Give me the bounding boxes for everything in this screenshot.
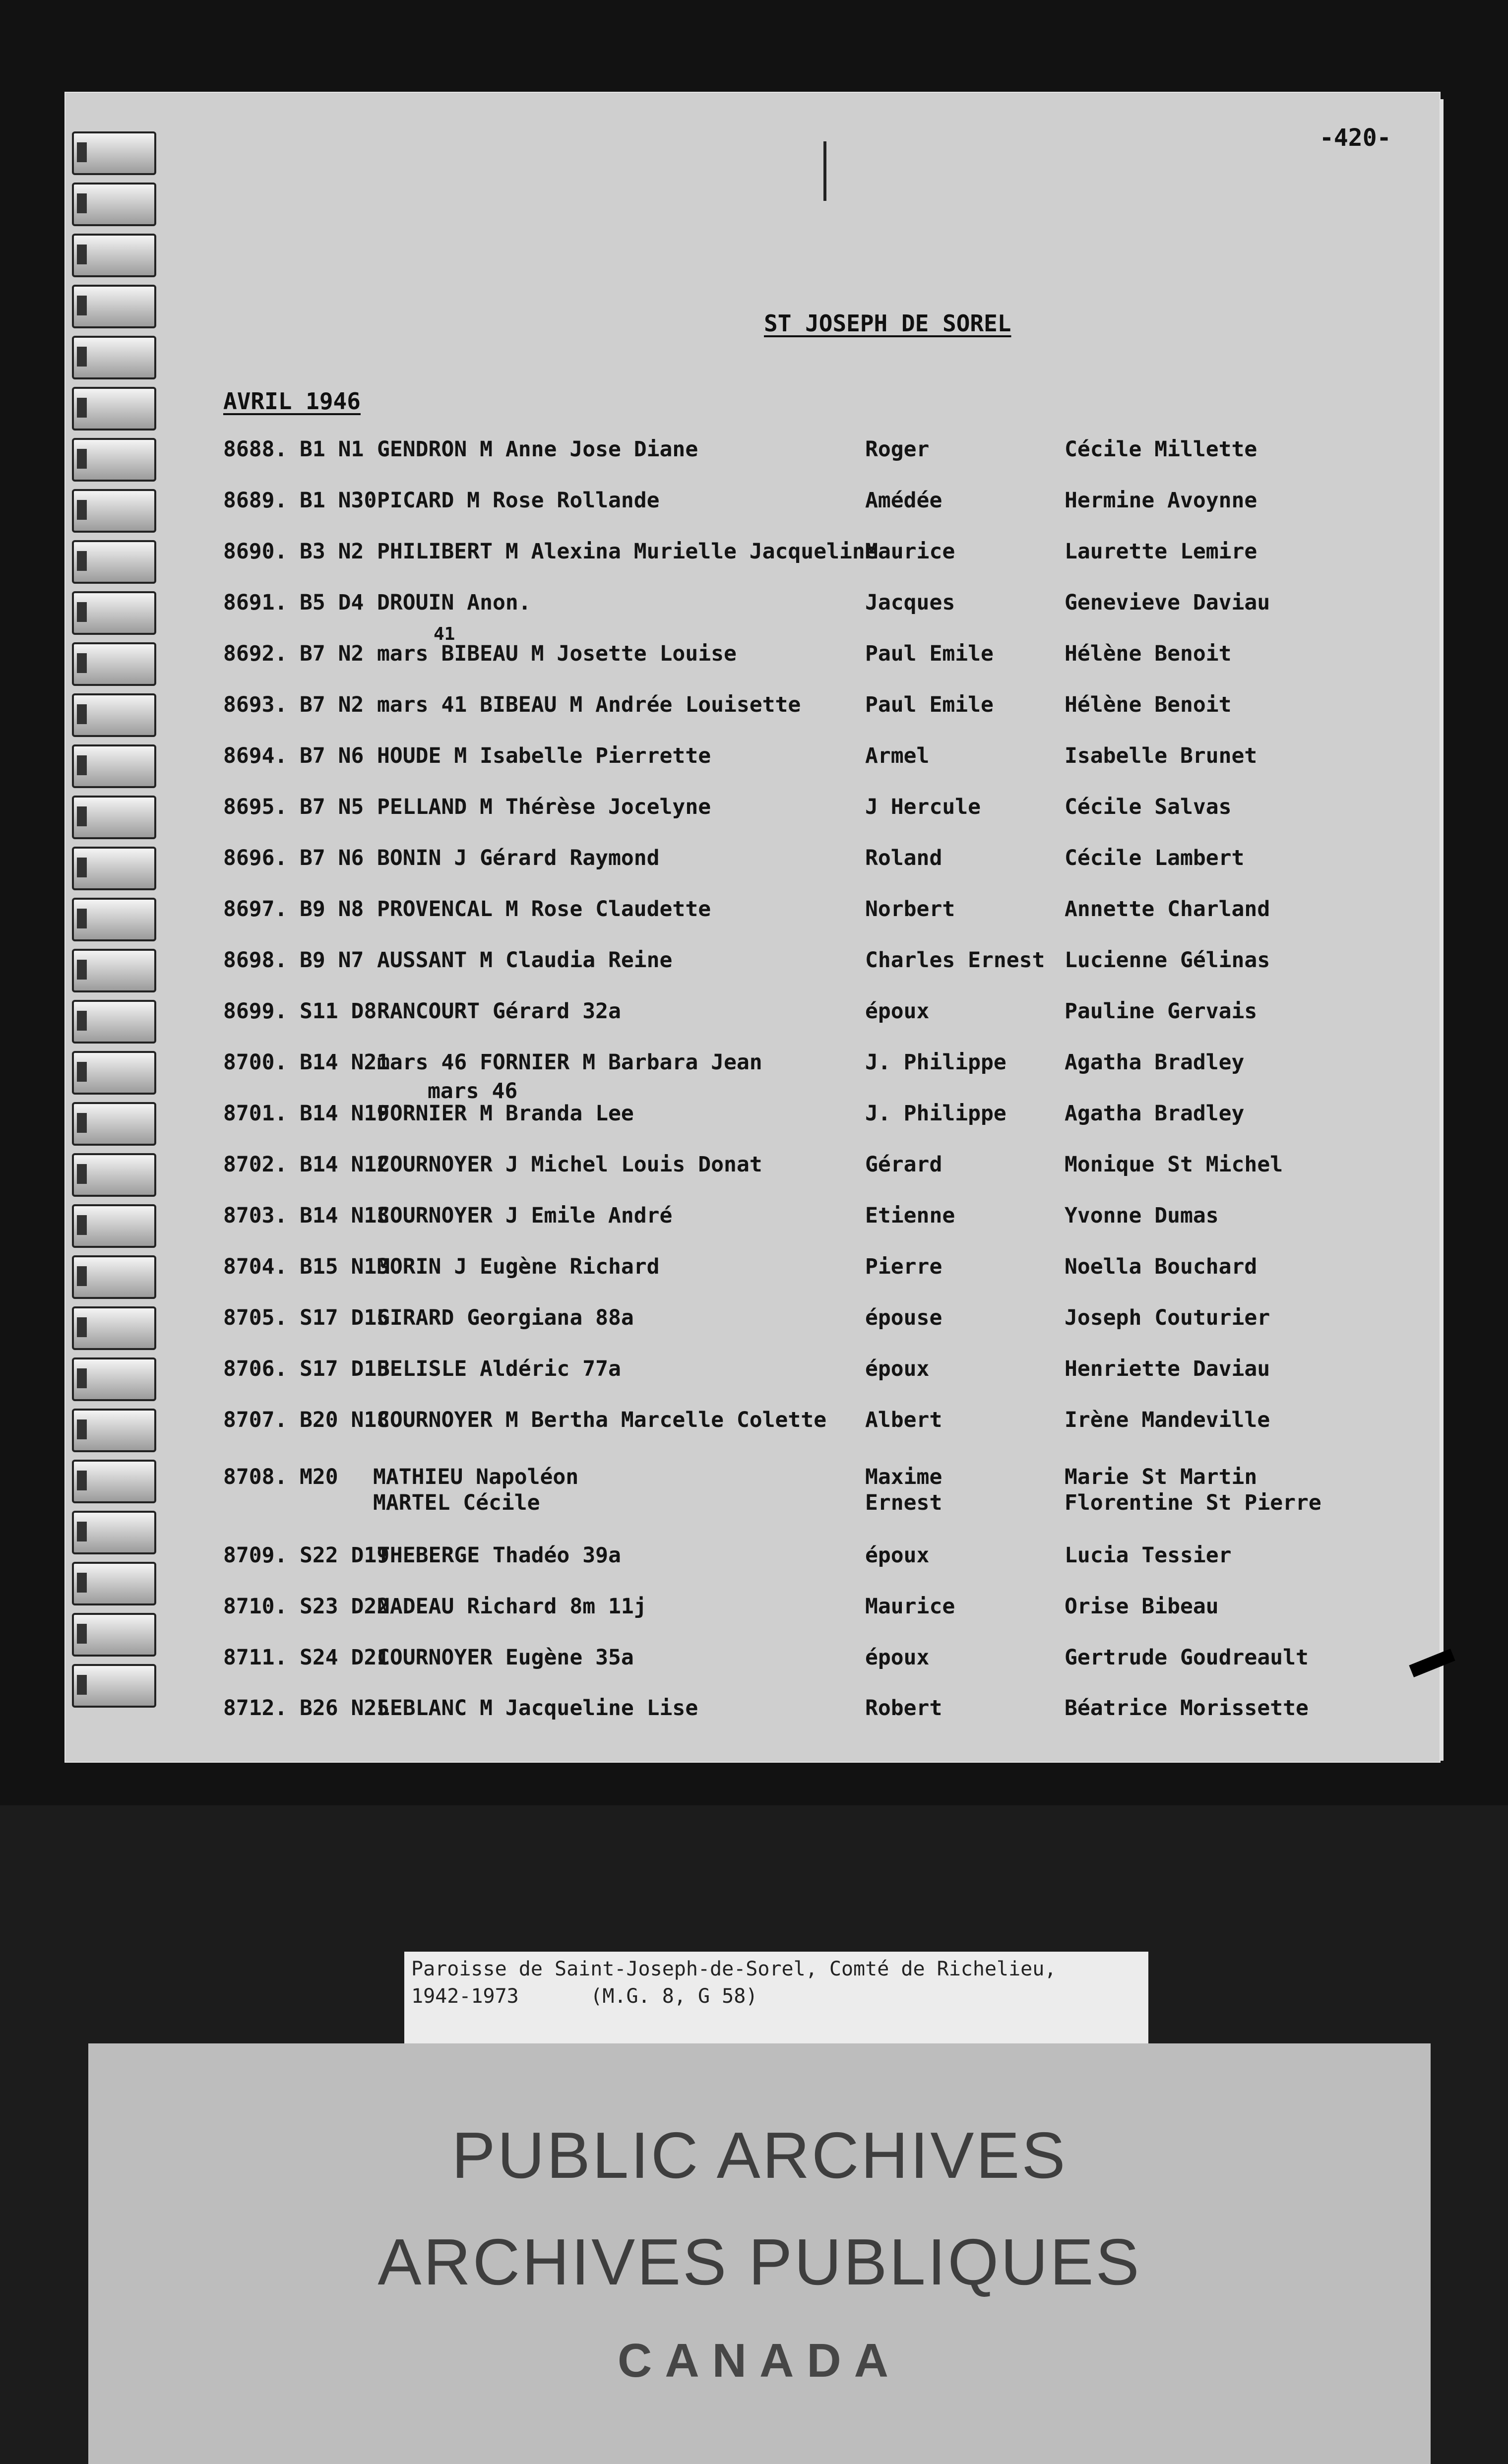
entry-code: B14 N12 [300, 1152, 390, 1177]
entry-code: B14 N19 [300, 1101, 390, 1126]
entry-number: 8712. [223, 1696, 288, 1721]
page-number: -420- [1320, 124, 1391, 152]
binding-ring [72, 591, 156, 635]
entry-name: NADEAU Richard 8m 11j [377, 1594, 647, 1619]
entry-code: B7 N2 [300, 641, 364, 666]
binding-ring [72, 898, 156, 941]
mars-annotation: mars 46 [428, 1079, 518, 1104]
binding-ring [72, 847, 156, 890]
entry-code: S23 D22 [300, 1594, 390, 1619]
entry-number: 8688. [223, 437, 288, 462]
entry-mother: Monique St Michel [1065, 1152, 1283, 1177]
entry-code: B9 N8 [300, 897, 364, 922]
entry-father: époux [865, 1543, 930, 1568]
binding-ring [72, 1000, 156, 1044]
binding-ring [72, 285, 156, 328]
entry-code: B14 N13 [300, 1203, 390, 1228]
entry-mother: Irène Mandeville [1065, 1408, 1270, 1432]
entry-code: M20 [300, 1465, 338, 1489]
entry-father: Maurice [865, 1594, 955, 1619]
entry-name: mars 41 BIBEAU M Andrée Louisette [377, 692, 801, 717]
entry-mother: Gertrude Goudreault [1065, 1645, 1309, 1670]
entry-number: 8692. [223, 641, 288, 666]
entry-code: B5 D4 [300, 590, 364, 615]
entry-name: THEBERGE Thadéo 39a [377, 1543, 621, 1568]
entry-name: BELISLE Aldéric 77a [377, 1356, 621, 1381]
entry-name: MATHIEU Napoléon [373, 1465, 579, 1489]
entry-code: B7 N6 [300, 846, 364, 870]
binding-ring [72, 1409, 156, 1452]
binding-ring [72, 1664, 156, 1708]
caption-line-1: Paroisse de Saint-Joseph-de-Sorel, Comté de Richelieu, [411, 1958, 1057, 1980]
entry-number: 8699. [223, 999, 288, 1024]
entry-code: B7 N2 [300, 692, 364, 717]
binding-ring [72, 796, 156, 839]
entry-mother: Hermine Avoynne [1065, 488, 1257, 513]
entry-mother: Cécile Millette [1065, 437, 1257, 462]
entry-name: DROUIN Anon. [377, 590, 531, 615]
entry-father: époux [865, 1356, 930, 1381]
entry-mother: Béatrice Morissette [1065, 1696, 1309, 1721]
entry-number: 8691. [223, 590, 288, 615]
entry-number: 8709. [223, 1543, 288, 1568]
binding-ring [72, 234, 156, 277]
entry-father: Norbert [865, 897, 955, 922]
entry-mother: Annette Charland [1065, 897, 1270, 922]
entry-number: 8711. [223, 1645, 288, 1670]
entry-code: B26 N25 [300, 1696, 390, 1721]
entry-father: époux [865, 999, 930, 1024]
entry-father: J. Philippe [865, 1050, 1006, 1075]
entry-mother: Lucienne Gélinas [1065, 948, 1270, 973]
entry-name: COURNOYER M Bertha Marcelle Colette [377, 1408, 827, 1432]
entry-number: 8710. [223, 1594, 288, 1619]
entry-code: S22 D19 [300, 1543, 390, 1568]
binding-ring [72, 1562, 156, 1605]
entry-number: 8707. [223, 1408, 288, 1432]
entry-father: Pierre [865, 1254, 942, 1279]
entry-name-2: MARTEL Cécile [373, 1490, 540, 1515]
entry-number: 8701. [223, 1101, 288, 1126]
binding-ring [72, 489, 156, 533]
section-heading: AVRIL 1946 [223, 388, 361, 415]
binding-ring [72, 1306, 156, 1350]
entry-mother: Noella Bouchard [1065, 1254, 1257, 1279]
binding-ring [72, 1153, 156, 1197]
entry-father: Amédée [865, 488, 942, 513]
entry-father: Paul Emile [865, 692, 994, 717]
entry-name: GIRARD Georgiana 88a [377, 1305, 634, 1330]
entry-number: 8693. [223, 692, 288, 717]
binding-ring [72, 744, 156, 788]
entry-number: 8700. [223, 1050, 288, 1075]
entry-mother: Joseph Couturier [1065, 1305, 1270, 1330]
entry-father-2: Ernest [865, 1490, 942, 1515]
entry-mother: Cécile Lambert [1065, 846, 1245, 870]
binding-ring [72, 1204, 156, 1248]
entry-father: Maxime [865, 1465, 942, 1489]
entry-father: Paul Emile [865, 641, 994, 666]
entry-number: 8695. [223, 795, 288, 819]
entry-name: BONIN J Gérard Raymond [377, 846, 660, 870]
entry-father: Roger [865, 437, 930, 462]
archives-stamp [88, 2043, 1431, 2464]
entry-name: HOUDE M Isabelle Pierrette [377, 743, 711, 768]
entry-code: B15 N13 [300, 1254, 390, 1279]
entry-mother: Laurette Lemire [1065, 539, 1257, 564]
binding-ring [72, 1357, 156, 1401]
page-title: ST JOSEPH DE SOREL [764, 310, 1011, 337]
entry-number: 8694. [223, 743, 288, 768]
binding-ring [72, 949, 156, 992]
pencil-mark [823, 141, 826, 201]
binding-ring [72, 131, 156, 175]
spiral-binding [67, 131, 166, 1709]
entry-father: Roland [865, 846, 942, 870]
entry-code: B9 N7 [300, 948, 364, 973]
entry-father: Robert [865, 1696, 942, 1721]
entry-name: COURNOYER J Michel Louis Donat [377, 1152, 762, 1177]
superscript-annotation: 41 [434, 624, 455, 644]
entry-mother: Isabelle Brunet [1065, 743, 1257, 768]
entry-father: Charles Ernest [865, 948, 1045, 973]
caption-label [404, 1952, 1148, 2043]
entry-mother: Genevieve Daviau [1065, 590, 1270, 615]
entry-code: S11 D8 [300, 999, 377, 1024]
entry-name: COURNOYER J Emile André [377, 1203, 673, 1228]
entry-father: Etienne [865, 1203, 955, 1228]
entry-mother: Hélène Benoit [1065, 641, 1232, 666]
entry-number: 8698. [223, 948, 288, 973]
binding-ring [72, 1511, 156, 1554]
binding-ring [72, 336, 156, 379]
entry-number: 8702. [223, 1152, 288, 1177]
entry-number: 8689. [223, 488, 288, 513]
entry-name: mars BIBEAU M Josette Louise [377, 641, 737, 666]
archives-line-1: PUBLIC ARCHIVES [451, 2119, 1068, 2192]
entry-number: 8705. [223, 1305, 288, 1330]
entry-name: AUSSANT M Claudia Reine [377, 948, 673, 973]
entry-name: LEBLANC M Jacqueline Lise [377, 1696, 698, 1721]
entry-mother: Agatha Bradley [1065, 1101, 1245, 1126]
entry-code: B1 N30 [300, 488, 377, 513]
entry-mother: Orise Bibeau [1065, 1594, 1219, 1619]
entry-name: mars 46 FORNIER M Barbara Jean [377, 1050, 762, 1075]
entry-name: GENDRON M Anne Jose Diane [377, 437, 698, 462]
entry-number: 8708. [223, 1465, 288, 1489]
entry-name: PHILIBERT M Alexina Murielle Jacqueline [377, 539, 878, 564]
entry-name: PELLAND M Thérèse Jocelyne [377, 795, 711, 819]
entry-mother: Agatha Bradley [1065, 1050, 1245, 1075]
binding-ring [72, 1255, 156, 1299]
entry-code: B20 N18 [300, 1408, 390, 1432]
binding-ring [72, 1051, 156, 1095]
entry-number: 8704. [223, 1254, 288, 1279]
entry-number: 8697. [223, 897, 288, 922]
entry-mother: Pauline Gervais [1065, 999, 1257, 1024]
entry-mother: Lucia Tessier [1065, 1543, 1232, 1568]
entry-father: J. Philippe [865, 1101, 1006, 1126]
binding-ring [72, 438, 156, 482]
entry-name: RANCOURT Gérard 32a [377, 999, 621, 1024]
entry-code: B1 N1 [300, 437, 364, 462]
archives-line-3: CANADA [618, 2334, 901, 2387]
binding-ring [72, 1613, 156, 1657]
entry-number: 8696. [223, 846, 288, 870]
entry-father: Albert [865, 1408, 942, 1432]
entry-father: J Hercule [865, 795, 981, 819]
entry-mother: Marie St Martin [1065, 1465, 1257, 1489]
entry-father: Maurice [865, 539, 955, 564]
entry-mother: Hélène Benoit [1065, 692, 1232, 717]
archives-line-2: ARCHIVES PUBLIQUES [377, 2225, 1141, 2298]
binding-ring [72, 1460, 156, 1503]
entry-father: épouse [865, 1305, 942, 1330]
entry-code: S17 D15 [300, 1356, 390, 1381]
entry-father: Armel [865, 743, 930, 768]
entry-mother: Henriette Daviau [1065, 1356, 1270, 1381]
entry-code: B7 N6 [300, 743, 364, 768]
binding-ring [72, 387, 156, 431]
binding-ring [72, 1102, 156, 1146]
entry-code: S17 D15 [300, 1305, 390, 1330]
caption-text [411, 1956, 1056, 2010]
entry-name: PROVENCAL M Rose Claudette [377, 897, 711, 922]
entry-code: S24 D21 [300, 1645, 390, 1670]
entry-name: COURNOYER Eugène 35a [377, 1645, 634, 1670]
entry-mother: Cécile Salvas [1065, 795, 1232, 819]
entry-father: Gérard [865, 1152, 942, 1177]
entry-father: époux [865, 1645, 930, 1670]
caption-line-2: 1942-1973 (M.G. 8, G 58) [411, 1985, 758, 2008]
binding-ring [72, 540, 156, 584]
entry-number: 8703. [223, 1203, 288, 1228]
binding-ring [72, 183, 156, 226]
entry-mother: Yvonne Dumas [1065, 1203, 1219, 1228]
entry-code: B14 N21 [300, 1050, 390, 1075]
entry-code: B3 N2 [300, 539, 364, 564]
entry-mother-2: Florentine St Pierre [1065, 1490, 1321, 1515]
entry-name: MORIN J Eugène Richard [377, 1254, 660, 1279]
entry-name: PICARD M Rose Rollande [377, 488, 660, 513]
entry-code: B7 N5 [300, 795, 364, 819]
entry-number: 8690. [223, 539, 288, 564]
entry-name: FORNIER M Branda Lee [377, 1101, 634, 1126]
binding-ring [72, 642, 156, 686]
entry-father: Jacques [865, 590, 955, 615]
entry-number: 8706. [223, 1356, 288, 1381]
binding-ring [72, 693, 156, 737]
